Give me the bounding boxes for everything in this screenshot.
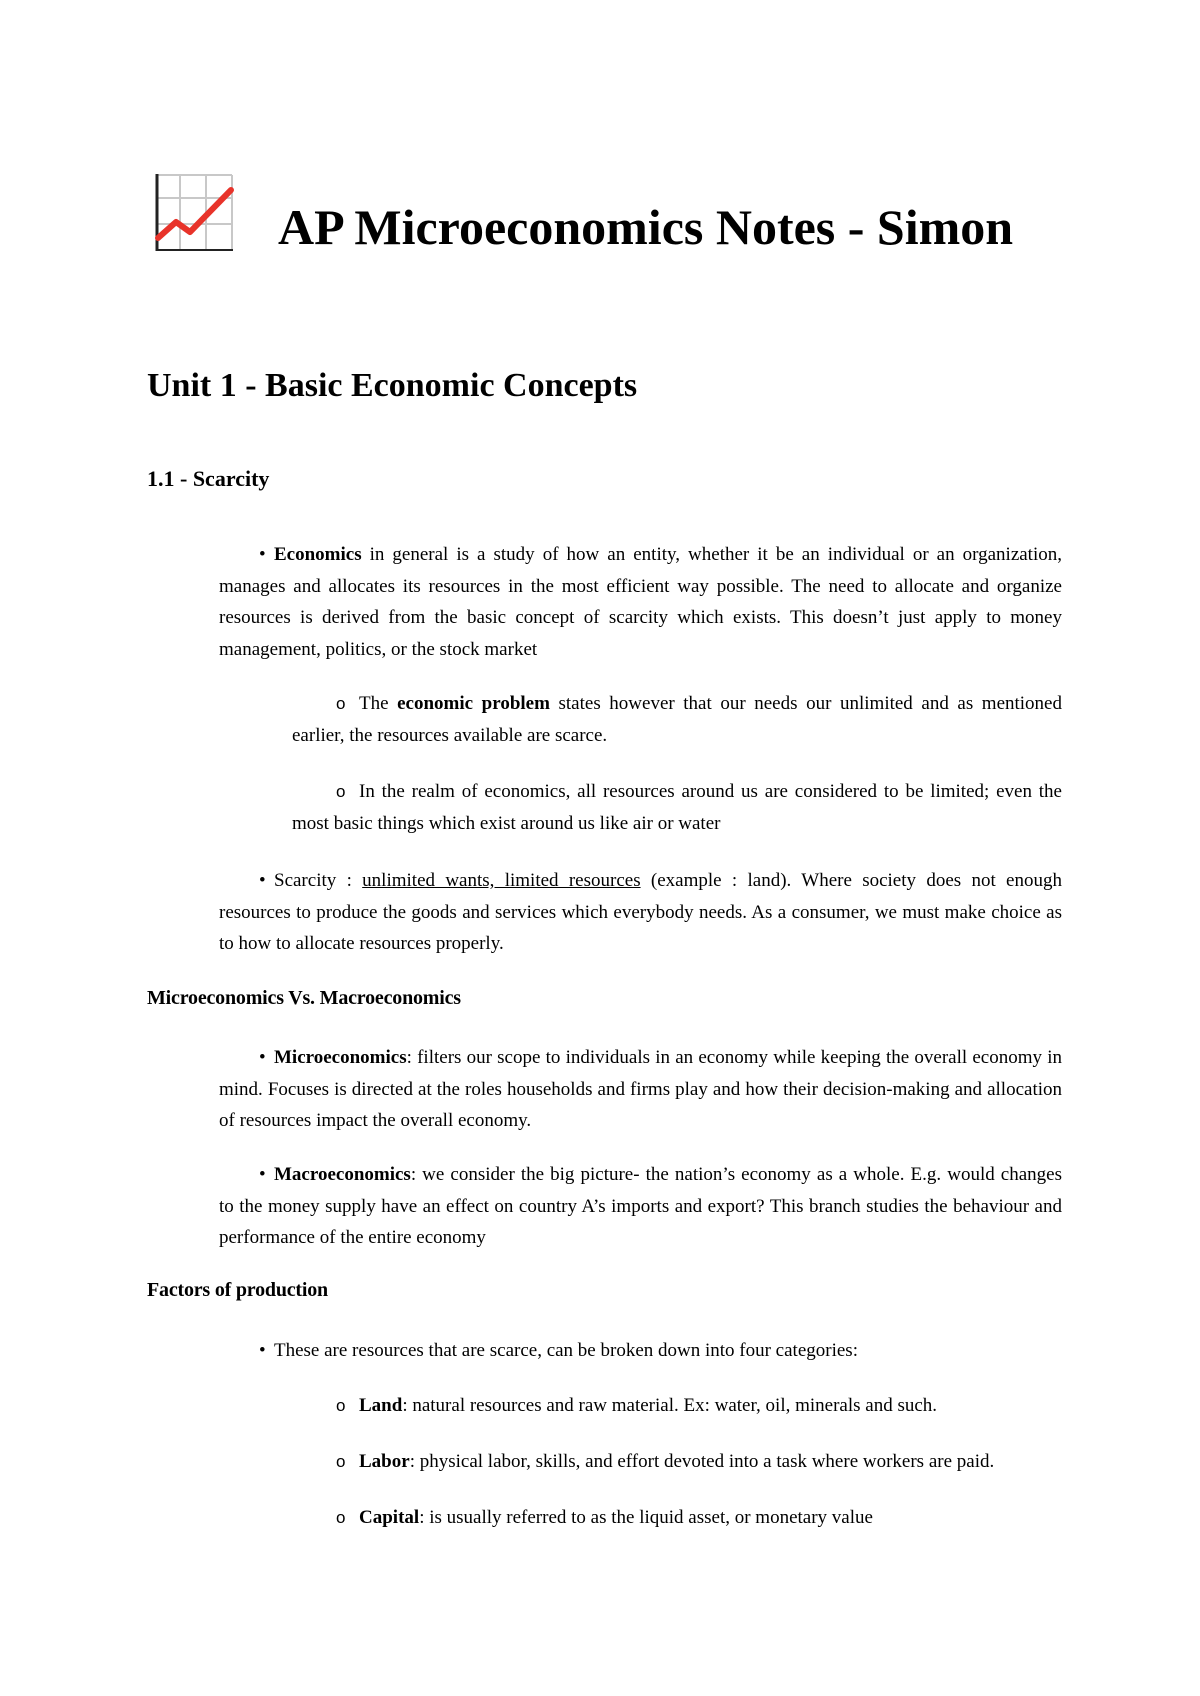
bullet-glyph: • [259, 1340, 266, 1361]
section-heading-micro-macro: Microeconomics Vs. Macroeconomics [147, 987, 461, 1009]
bullet-glyph: • [259, 1047, 266, 1068]
document-title: AP Microeconomics Notes - Simon [278, 199, 1014, 255]
land-text: : natural resources and raw material. Ex: water, oil, minerals and such. [402, 1395, 938, 1416]
microeconomics-text: : filters our scope to individuals in an economy while keeping the overall economy in mind. Focuses is directed at the roles households and firms play and how their decision-making and allocation of resources impact the overall economy. [219, 1047, 1062, 1131]
term-labor: Labor [359, 1451, 410, 1472]
term-land: Land [359, 1395, 403, 1416]
list-item-economics [219, 539, 1062, 665]
sub-bullet-glyph: o [336, 1508, 346, 1527]
list-item-factors-intro [219, 1335, 1062, 1367]
section-heading-scarcity: 1.1 - Scarcity [147, 466, 270, 491]
economics-text: in general is a study of how an entity, whether it be an individual or an organization, manages and allocates its resources in the most efficient way possible. The need to allocate and organize resources is derived from the basic concept of scarcity which exists. This doesn’t just apply to money management, politics, or the stock market [219, 544, 1062, 660]
scarcity-underlined-phrase: unlimited wants, limited resources [362, 870, 641, 891]
unit-heading: Unit 1 - Basic Economic Concepts [147, 367, 638, 404]
economic-problem-text: states however that our needs our unlimited and as mentioned earlier, the resources available are scarce. [292, 693, 1062, 746]
scarcity-text: (example : land). Where society does not enough resources to produce the goods and services which everybody needs. As a consumer, we must make choice as to how to allocate resources properly. [219, 870, 1062, 954]
list-item-microeconomics [219, 1042, 1062, 1137]
term-economic-problem: economic problem [397, 693, 550, 714]
title-row [154, 172, 1074, 262]
scarcity-lead: Scarcity : [274, 870, 363, 891]
sub-bullet-glyph: o [336, 694, 346, 713]
macroeconomics-text: : we consider the big picture- the nation’s economy as a whole. E.g. would changes to the money supply have an effect on country A’s imports and export? This branch studies the behaviour and performance of the entire economy [219, 1164, 1062, 1248]
labor-text: : physical labor, skills, and effort devoted into a task where workers are paid. [409, 1451, 995, 1472]
factors-intro-text: These are resources that are scarce, can be broken down into four categories: [274, 1340, 858, 1361]
list-item-limited-resources [292, 776, 1062, 839]
list-item-labor [292, 1446, 1062, 1478]
term-microeconomics: Microeconomics [274, 1047, 407, 1068]
capital-text: : is usually referred to as the liquid asset, or monetary value [419, 1507, 873, 1528]
section-heading-factors: Factors of production [147, 1279, 328, 1301]
term-capital: Capital [359, 1507, 420, 1528]
sub-bullet-glyph: o [336, 1396, 346, 1415]
term-economics: Economics [274, 544, 362, 565]
list-item-macroeconomics [219, 1159, 1062, 1254]
bullet-glyph: • [259, 1164, 266, 1185]
sub-bullet-glyph: o [336, 1452, 346, 1471]
list-item-scarcity-definition [219, 865, 1062, 960]
bullet-glyph: • [259, 544, 266, 565]
sub-bullet-glyph: o [336, 782, 346, 801]
economic-problem-lead: The [359, 693, 398, 714]
limited-resources-text: In the realm of economics, all resources around us are considered to be limited; even the most basic things which exist around us like air or water [292, 781, 1062, 834]
list-item-capital [292, 1502, 1062, 1534]
term-macroeconomics: Macroeconomics [274, 1164, 411, 1185]
chart-increasing-icon [154, 172, 234, 252]
bullet-glyph: • [259, 870, 266, 891]
list-item-economic-problem [292, 688, 1062, 751]
list-item-land [292, 1390, 1062, 1422]
